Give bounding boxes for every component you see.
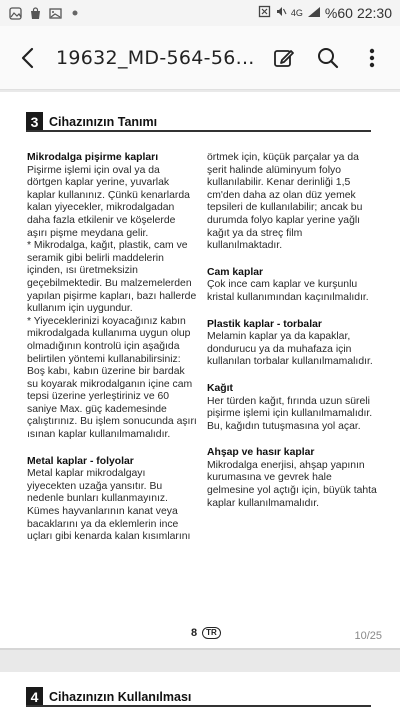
more-vertical-icon[interactable] [358,44,386,72]
notification-icons [8,6,82,20]
heading-wood: Ahşap ve hasır kaplar [207,447,315,459]
page-number-value: 8 [191,627,198,639]
page-counter: 10/25 [354,630,382,642]
left-column [27,152,197,544]
section-title: Cihazınızın Kullanılması [49,689,192,704]
app-bar-actions [270,44,386,72]
section-divider [26,130,371,132]
signal-icon [307,5,321,21]
system-status [258,5,392,21]
section-4-header [26,687,191,706]
heading-metal: Metal kaplar - folyolar [27,455,134,467]
language-badge: TR [202,627,221,639]
app-bar [0,26,400,90]
clock: 22:30 [356,5,392,21]
battery-level: %60 [324,5,353,21]
network-type: 4G [290,8,303,18]
heading-cookware: Mikrodalga pişirme kapları [27,152,159,163]
page-separator [0,648,400,650]
search-icon[interactable] [314,44,342,72]
section-divider [26,705,371,707]
paragraph-cookware: Pişirme işlemi için oval ya da dörtgen kaplar yerine, yuvarlak kaplar kullanınız. Çünkü kenarlarda kalan yiyecekler, mikrodalgadan daha fazla etkilenir ve köşelerde aşırı pişme meydana gelir. * Mikrodalga, kağıt, plastik, cam ve seramik gibi belirli maddelerin içinden, ısı üretmeksizin geçebilmektedir. Bu malzemelerden yapılan pişirme kapları, bazı hallerde kullanım için uygundur. * Yiyeceklerinizi koyacağınız kabın mikrodalgada kullanıma uygun olup olmadığının kontrolü için aşağıda belirtilen yöntemi kullanabilirsiniz: Boş kabı, kabın üzerine bir bardak su koyarak mikrodalganın içine cam tepsi üzerine yerleştiriniz ve 60 saniye Max. güç kademesinde çalıştırınız. Bu işlem sonucunda aşırı ısınan kaplar kullanılmamalıdır. [27,164,197,441]
paragraph-wood: Mikrodalga enerjisi, ahşap yapının kurumasına ve gevrek hale gelmesine yol açtığı için, büyük tahta kaplar kullanılmamalıdır. [207,459,377,509]
document-title: 19632_MD-564-56... [56,46,255,69]
back-arrow-icon[interactable] [14,44,42,72]
gallery-icon [8,6,22,20]
paragraph-glass: Çok ince cam kaplar ve kurşunlu kristal kullanımından kaçınılmalıdır. [207,279,369,303]
status-bar [0,0,400,26]
paragraph-foil-cont: örtmek için, küçük parçalar ya da şerit halinde alüminyum folyo kullanılabilir. Kenar derinliği 1,5 cm'den daha az olan düz yemek tepsileri de kullanılabilir; ancak bu durumda folyo kaplar yerine yağlı kağıt ya da streç film kullanılmaktadır. [207,152,363,252]
page-number [191,627,221,639]
heading-paper: Kağıt [207,382,233,394]
paragraph-plastic: Melamin kaplar ya da kapaklar, dondurucu ya da muhafaza için kullanılan torbalar kullanılmamalıdır. [207,331,373,368]
paragraph-paper: Her türden kağıt, fırında uzun süreli pişirme işlemi için kullanılmamalıdır. Bu, kağıdın tutuşmasına yol açar. [207,395,373,432]
section-title: Cihazınızın Tanımı [49,114,158,129]
section-number: 3 [26,112,43,131]
edit-icon[interactable] [270,44,298,72]
shopping-bag-icon [28,6,42,20]
right-column [207,152,377,510]
dot-icon [68,6,82,20]
heading-glass: Cam kaplar [207,266,264,278]
paragraph-metal: Metal kaplar mikrodalgayı yiyecekten uzağa yansıtır. Bu nedenle bunları kullanmayınız. Kümes hayvanlarının kanat veya bacaklarını ya da eklemlerin ince uçları gibi kenarda kalan kısımlarını [27,468,191,543]
heading-plastic: Plastik kaplar - torbalar [207,318,322,330]
section-3-header [26,112,157,131]
alarm-icon [258,5,271,21]
mute-icon [275,5,287,21]
section-number: 4 [26,687,43,706]
image-icon [48,6,62,20]
